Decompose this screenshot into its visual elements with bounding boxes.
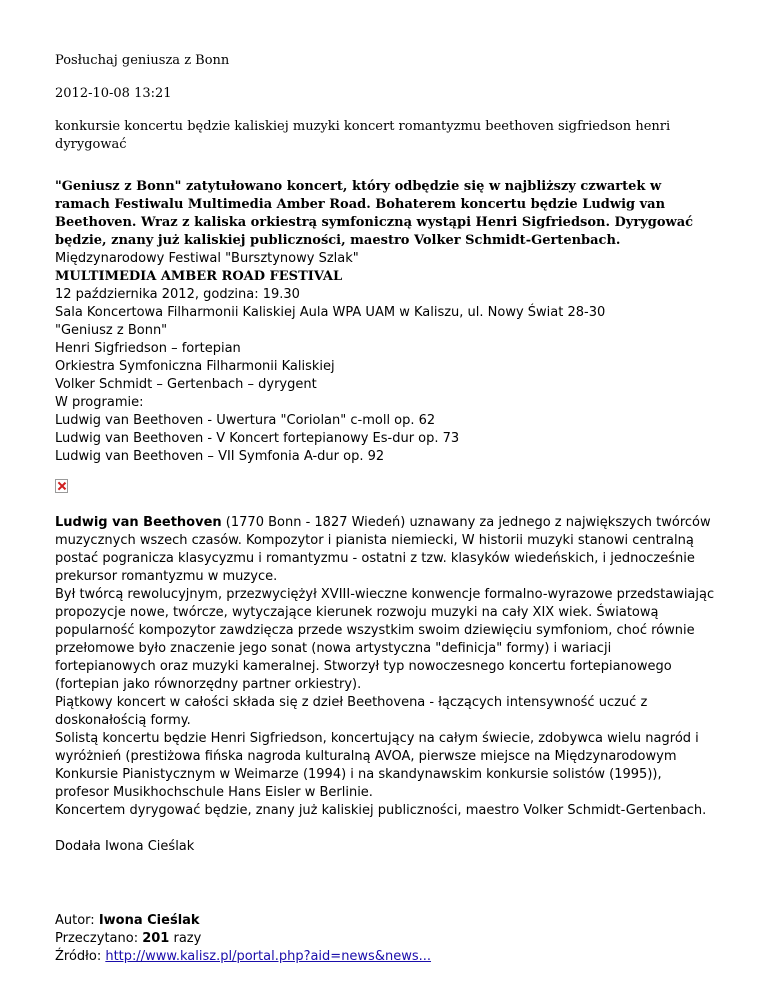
author-label: Autor: [55, 913, 99, 928]
event-where: Sala Koncertowa Filharmonii Kaliskiej Aula WPA UAM w Kaliszu, ul. Nowy Świat 28-30 [55, 305, 606, 320]
concert-title: "Geniusz z Bonn" [55, 323, 168, 338]
festival-name-en: MULTIMEDIA AMBER ROAD FESTIVAL [55, 269, 343, 284]
bio-paragraph: Piątkowy koncert w całości składa się z dzieł Beethovena - łączących intensywność uczuć z doskonałością formy. [55, 695, 648, 728]
program-label: W programie: [55, 395, 144, 410]
festival-name: Międzynarodowy Festiwal "Bursztynowy Szlak" [55, 251, 359, 266]
article-datetime: 2012-10-08 13:21 [55, 86, 172, 101]
reads-label: Przeczytano: [55, 931, 143, 946]
bio-paragraph: Był twórcą rewolucyjnym, przezwyciężył XVIII-wieczne konwencje formalno-wyrazowe przedstawiając propozycje nowe, twórcze, wytyczające kierunek rozwoju muzyki na cały XIX wiek. Światową popularność kompozytor zawdzięcza przede wszystkim swoim dziewięciu symfoniom, choć równie przełomowe było znaczenie jego sonat (nowa artystyczna "definicja" formy) i wariacji fortepianowych oraz muzyki kameralnej. Stworzył typ nowoczesnego koncertu fortepianowego (fortepian jako równorzędny partner orkiestry). [55, 587, 715, 692]
article-tags: konkursie koncertu będzie kaliskiej muzyki koncert romantyzmu beethoven sigfriedson henri dyrygować [55, 119, 671, 152]
bio-paragraph: (1770 Bonn - 1827 Wiedeń) uznawany za jednego z największych twórców muzycznych wszech czasów. Kompozytor i pianista niemiecki, W historii muzyki stanowi centralną postać pogranicza klasycyzmu i romantyzmu - ostatni z tzw. klasyków wiedeńskich, i jednocześnie prekursor romantyzmu w muzyce. [55, 515, 711, 584]
reads-unit: razy [169, 931, 202, 946]
conductor: Volker Schmidt – Gertenbach – dyrygent [55, 377, 317, 392]
bio-paragraph: Solistą koncertu będzie Henri Sigfriedson, koncertujący na całym świecie, zdobywca wielu nagród i wyróżnień (prestiżowa fińska nagroda kulturalną AVOA, pierwsze miejsce na Międzynarodowym Konkursie Pianistycznym w Weimarze (1994) i na skandynawskim konkursie solistów (1995)), profesor Musikhochschule Hans Eisler w Berlinie. [55, 731, 699, 800]
program-item: Ludwig van Beethoven – VII Symfonia A-dur op. 92 [55, 449, 385, 464]
bio [55, 514, 715, 820]
orchestra: Orkiestra Symfoniczna Filharmonii Kaliskiej [55, 359, 335, 374]
article-footer [55, 912, 715, 966]
source-label: Źródło: [55, 949, 106, 964]
program-item: Ludwig van Beethoven - V Koncert fortepianowy Es-dur op. 73 [55, 431, 460, 446]
article [55, 52, 715, 966]
article-title: Posłuchaj geniusza z Bonn [55, 53, 230, 68]
source-link[interactable]: http://www.kalisz.pl/portal.php?aid=news&news... [105, 949, 432, 964]
bio-name: Ludwig van Beethoven [55, 515, 222, 530]
event-when: 12 października 2012, godzina: 19.30 [55, 287, 300, 302]
soloist: Henri Sigfriedson – fortepian [55, 341, 241, 356]
event-details [55, 250, 715, 466]
program-item: Ludwig van Beethoven - Uwertura "Coriolan" c-moll op. 62 [55, 413, 436, 428]
author-name: Iwona Cieślak [98, 913, 200, 928]
reads-count: 201 [142, 931, 170, 946]
broken-image-icon [55, 466, 715, 514]
article-lead: "Geniusz z Bonn" zatytułowano koncert, który odbędzie się w najbliższy czwartek w ramach Festiwalu Multimedia Amber Road. Bohaterem koncertu będzie Ludwig van Beethoven. Wraz z kaliska orkiestrą symfoniczną wystąpi Henri Sigfriedson. Dyrygować będzie, znany już kaliskiej publiczności, maestro Volker Schmidt-Gertenbach. [55, 179, 694, 248]
bio-paragraph: Koncertem dyrygować będzie, znany już kaliskiej publiczności, maestro Volker Schmidt-Gertenbach. [55, 803, 707, 818]
added-by: Dodała Iwona Cieślak [55, 839, 195, 854]
